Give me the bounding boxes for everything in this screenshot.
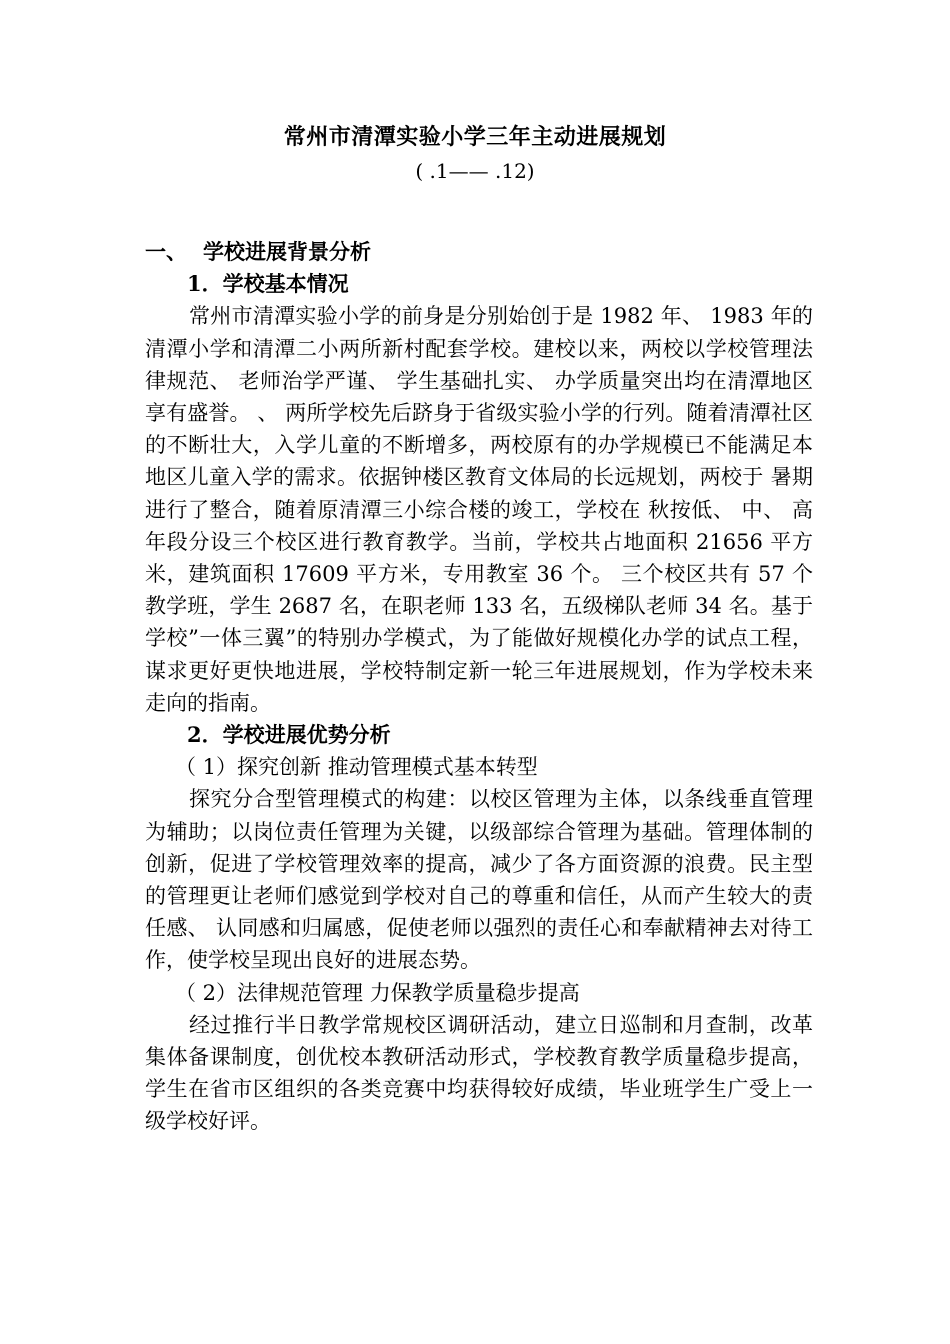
section-number: 一、 bbox=[145, 239, 187, 264]
paragraph-basic-info: 常州市清潭实验小学的前身是分别始创于是 1982 年、 1983 年的清潭小学和清潭二小两所新村配套学校。建校以来，两校以学校管理法律规范、 老师治学严谨、 学生基础扎实、 办学质量突出均在清潭地区享有盛誉。 、 两所学校先后跻身于省级实验小学的行列。随着清潭社区的不断壮大，入学儿童的不断增多，两校原有的办学规模已不能满足本地区儿童入学的需求。依据钟楼区教育文体局的长远规划，两校于 暑期进行了整合，随着原清潭三小综合楼的竣工，学校在 秋按低、 中、 高年段分设三个校区进行教育教学。当前，学校共占地面积 21656 平方米，建筑面积 17609 平方米，专用教室 36 个。 三个校区共有 57 个教学班，学生 2687 名，在职老师 133 名，五级梯队老师 34 名。基于学校”一体三翼”的特别办学模式，为了能做好规模化办学的试点工程，谋求更好更快地进展，学校特制定新一轮三年进展规划，作为学校未来走向的指南。 bbox=[145, 304, 813, 715]
item-heading-2: （ 2）法律规范管理 力保教学质量稳步提高 bbox=[175, 980, 580, 1005]
document-title: 常州市清潭实验小学三年主动进展规划 bbox=[283, 124, 667, 150]
section-heading bbox=[145, 236, 813, 268]
subsection-heading-2: 2．学校进展优势分析 bbox=[187, 722, 391, 748]
section-title: 学校进展背景分析 bbox=[203, 239, 371, 264]
paragraph-teaching-quality: 经过推行半日教学常规校区调研活动，建立日巡制和月查制，改革集体备课制度，创优校本教研活动形式，学校教育教学质量稳步提高，学生在省市区组织的各类竞赛中均获得较好成绩，毕业班学生广受上一级学校好评。 bbox=[145, 1012, 813, 1134]
document-date-range: ( .1—— .12) bbox=[415, 159, 535, 183]
document-body bbox=[145, 236, 813, 1138]
subsection-heading-1: 1．学校基本情况 bbox=[187, 271, 349, 297]
paragraph-management: 探究分合型管理模式的构建：以校区管理为主体，以条线垂直管理为辅助；以岗位责任管理为关键，以级部综合管理为基础。管理体制的创新，促进了学校管理效率的提高，减少了各方面资源的浪费。民主型的管理更让老师们感觉到学校对自己的尊重和信任，从而产生较大的责任感、 认同感和归属感，促使老师以强烈的责任心和奉献精神去对待工作，使学校呈现出良好的进展态势。 bbox=[145, 787, 813, 973]
item-heading-1: （ 1）探究创新 推动管理模式基本转型 bbox=[175, 755, 538, 780]
